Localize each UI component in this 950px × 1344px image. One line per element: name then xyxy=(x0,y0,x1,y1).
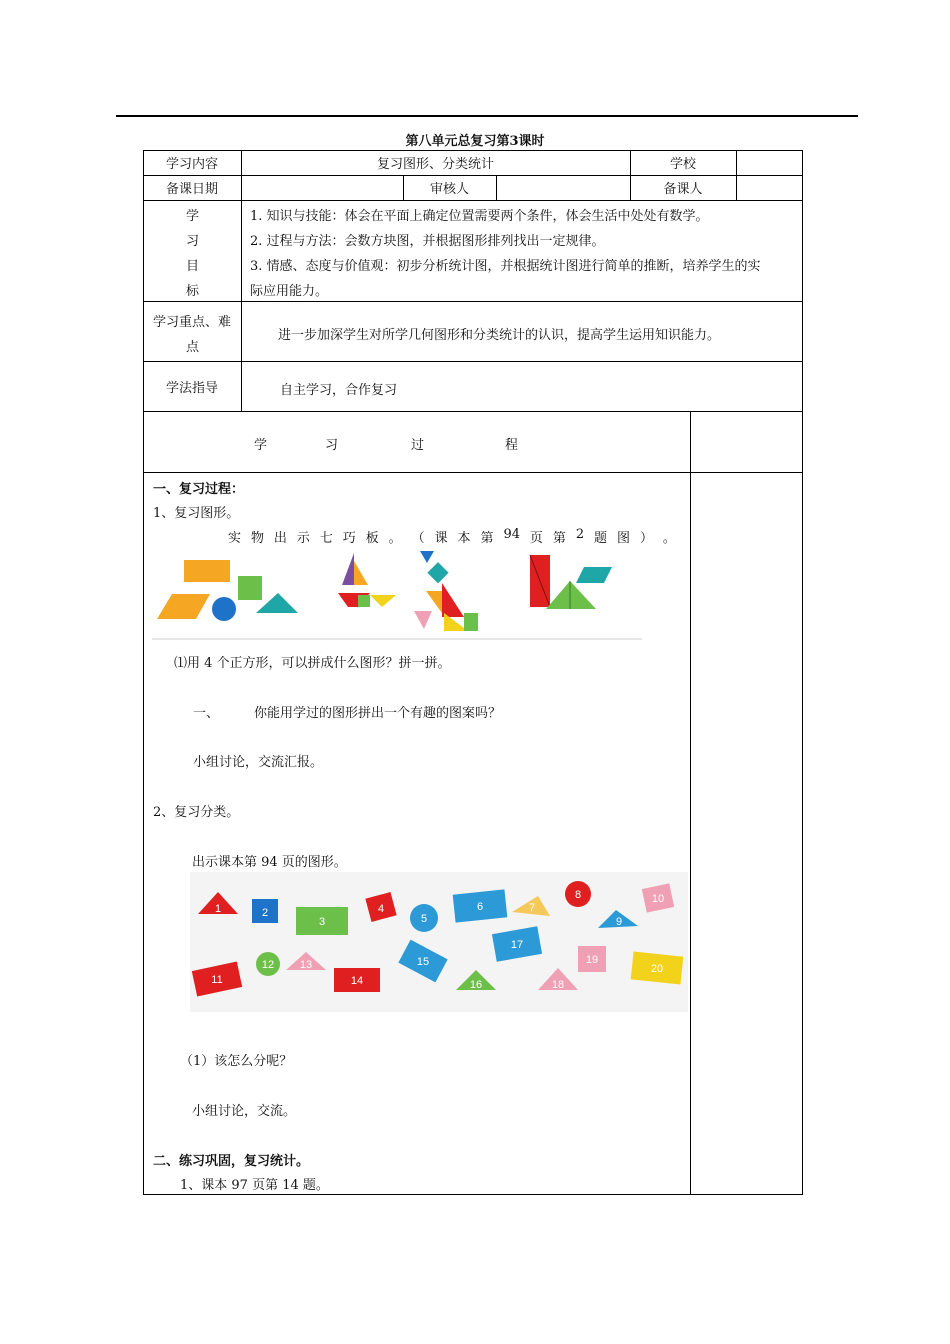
school-value[interactable] xyxy=(736,150,803,175)
objectives-label-char: 学 xyxy=(186,209,200,224)
tangram-illustration xyxy=(152,547,642,640)
shape-number: 2 xyxy=(261,907,269,919)
shape-20 xyxy=(631,951,684,984)
shape-number: 15 xyxy=(416,956,430,968)
shape-number: 17 xyxy=(510,939,524,951)
item-3: 1、课本 97 页第 14 题。 xyxy=(180,1178,329,1193)
date-value[interactable] xyxy=(241,175,403,200)
key-points-label: 学习重点、难 xyxy=(153,315,232,330)
question-2-prefix: 一、 xyxy=(193,706,220,721)
shape-number: 14 xyxy=(350,975,364,987)
question-1: ⑴用 4 个正方形，可以拼成什么图形？拼一拼。 xyxy=(174,656,451,671)
table-divider xyxy=(143,301,803,302)
spaced-char: 第 xyxy=(552,531,566,546)
spaced-char: 出 xyxy=(273,531,287,546)
shapes-illustration xyxy=(190,872,688,1012)
key-points-label: 点 xyxy=(186,340,200,355)
spaced-char: 实 xyxy=(228,531,242,546)
table-divider xyxy=(143,200,803,201)
item-2-sub: 出示课本第 94 页的图形。 xyxy=(192,855,347,870)
tangram-piece xyxy=(238,576,262,600)
process-header-char: 过 xyxy=(411,438,425,453)
reviewer-label: 审核人 xyxy=(429,182,469,197)
method-text: 自主学习，合作复习 xyxy=(280,383,398,398)
spaced-char: 示 xyxy=(296,531,310,546)
spaced-char: 课 xyxy=(434,531,448,546)
objectives-label-char: 目 xyxy=(186,259,200,274)
spaced-char: 七 xyxy=(319,531,333,546)
tangram-piece xyxy=(358,595,370,607)
question-2: 你能用学过的图形拼出一个有趣的图案吗？ xyxy=(254,706,502,721)
reviewer-value[interactable] xyxy=(496,175,630,200)
shape-number: 8 xyxy=(574,889,582,901)
spaced-char: 2 xyxy=(575,527,585,542)
shape-number: 1 xyxy=(214,903,222,915)
question-3-follow: 小组讨论，交流。 xyxy=(192,1104,297,1119)
item-1: 1、复习图形。 xyxy=(153,506,240,521)
shape-number: 20 xyxy=(650,963,664,975)
shape-19 xyxy=(578,946,606,972)
spaced-char: ） xyxy=(639,531,653,546)
spaced-char: 页 xyxy=(529,531,543,546)
spaced-char: 本 xyxy=(457,531,471,546)
preparer-value[interactable] xyxy=(736,175,803,200)
question-2-follow: 小组讨论，交流汇报。 xyxy=(193,755,324,770)
objective-item: 2. 过程与方法：会数方块图，并根据图形排列找出一定规律。 xyxy=(250,234,605,249)
shape-number: 16 xyxy=(469,979,483,991)
objectives-label-char: 习 xyxy=(186,234,200,249)
shape-number: 5 xyxy=(420,913,428,925)
table-divider xyxy=(690,411,691,1195)
page-title: 第八单元总复习第3课时 xyxy=(405,134,545,149)
shape-number: 18 xyxy=(551,979,565,991)
content-value: 复习图形、分类统计 xyxy=(376,157,494,172)
section-2-title: 二、练习巩固，复习统计。 xyxy=(153,1154,310,1169)
method-label: 学法指导 xyxy=(165,381,218,396)
spaced-char: 物 xyxy=(250,531,264,546)
content-label: 学习内容 xyxy=(165,157,218,172)
school-label: 学校 xyxy=(669,157,696,172)
shape-number: 12 xyxy=(261,959,275,971)
spaced-char: 。 xyxy=(662,531,676,546)
shape-number: 19 xyxy=(585,954,599,966)
shape-number: 7 xyxy=(528,902,536,914)
spaced-char: 第 xyxy=(480,531,494,546)
spaced-char: 题 xyxy=(594,531,608,546)
shape-number: 10 xyxy=(651,893,665,905)
process-header-char: 学 xyxy=(254,438,268,453)
shape-14 xyxy=(334,968,380,992)
date-label: 备课日期 xyxy=(165,182,218,197)
shape-6 xyxy=(453,889,508,922)
objective-item: 际应用能力。 xyxy=(250,284,329,299)
shape-3 xyxy=(296,907,348,935)
process-header-char: 习 xyxy=(325,438,339,453)
table-divider xyxy=(143,361,803,362)
objective-item: 1. 知识与技能：体会在平面上确定位置需要两个条件，体会生活中处处有数学。 xyxy=(250,209,709,224)
tangram-piece xyxy=(464,613,478,631)
shape-2 xyxy=(252,899,278,923)
shape-12 xyxy=(256,952,280,976)
spaced-char: 94 xyxy=(503,527,520,542)
spaced-char: 巧 xyxy=(342,531,356,546)
spaced-char: 板 xyxy=(365,531,379,546)
section-1-title: 一、复习过程： xyxy=(153,482,245,497)
shape-number: 4 xyxy=(377,903,385,915)
top-rule xyxy=(116,115,858,117)
process-header-char: 程 xyxy=(505,438,519,453)
spaced-char: （ xyxy=(411,531,425,546)
shape-number: 13 xyxy=(299,959,313,971)
question-3: （1）该怎么分呢？ xyxy=(180,1054,293,1069)
tangram-piece xyxy=(212,597,236,621)
tangram-piece xyxy=(184,560,230,582)
shape-number: 9 xyxy=(615,916,623,928)
spaced-char: 。 xyxy=(388,531,402,546)
shape-number: 3 xyxy=(318,916,326,928)
shape-5 xyxy=(410,904,438,932)
objectives-label-char: 标 xyxy=(186,284,200,299)
preparer-label: 备课人 xyxy=(663,182,703,197)
shape-number: 6 xyxy=(476,901,484,913)
item-1-sub xyxy=(228,527,676,546)
objective-item: 3. 情感、态度与价值观：初步分析统计图，并根据统计图进行简单的推断，培养学生的实 xyxy=(250,259,761,274)
spaced-char: 图 xyxy=(617,531,631,546)
key-points-text: 进一步加深学生对所学几何图形和分类统计的认识，提高学生运用知识能力。 xyxy=(278,328,721,343)
shape-8 xyxy=(565,881,591,907)
shape-number: 11 xyxy=(211,974,223,986)
table-divider xyxy=(143,472,803,473)
item-2: 2、复习分类。 xyxy=(153,805,240,820)
